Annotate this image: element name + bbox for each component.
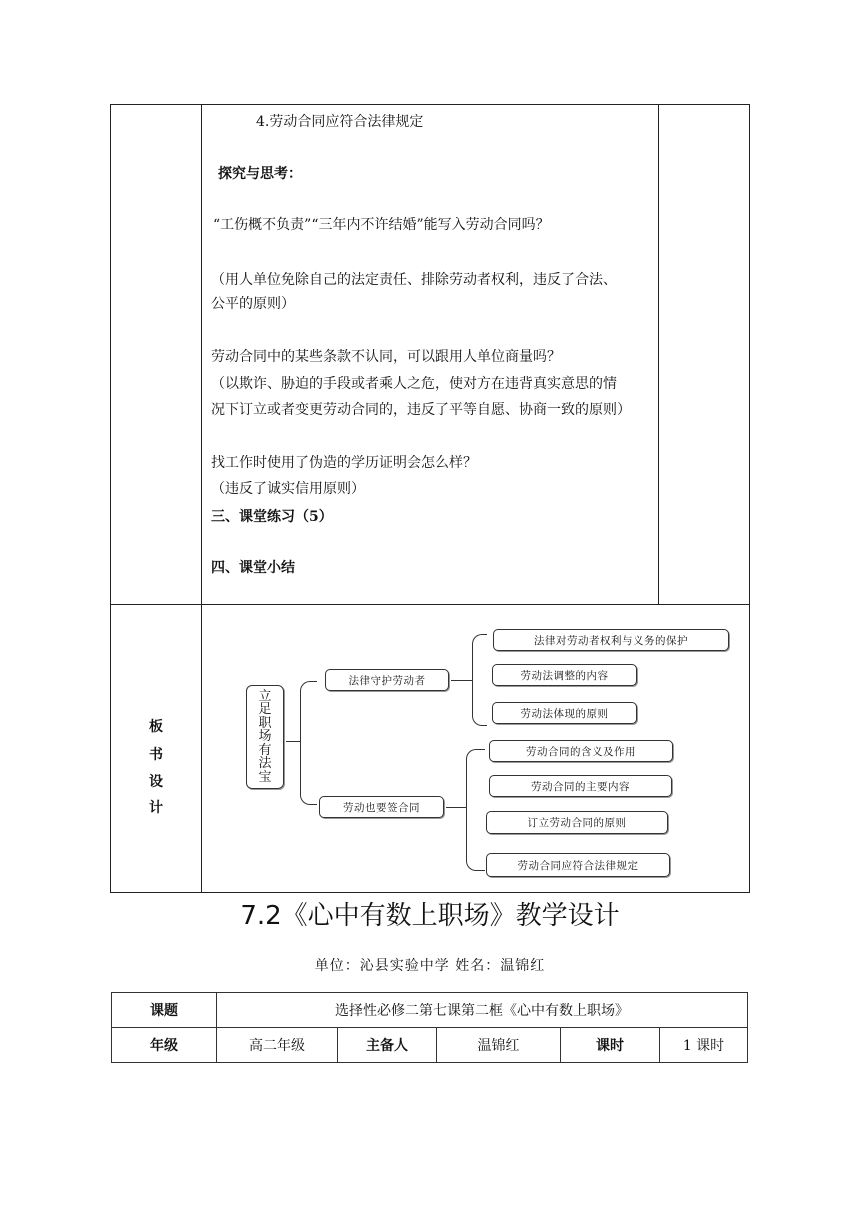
explore-heading: 探究与思考：	[218, 166, 302, 182]
question-3: 找工作时使用了伪造的学历证明会怎么样？	[211, 455, 477, 471]
root-char-5: 有	[258, 742, 272, 758]
branch-1-brace	[472, 634, 487, 726]
topic-value: 选择性必修二第七课第二框《心中有数上职场》	[217, 993, 748, 1028]
question-1: “工伤概不负责”“三年内不许结婚”能写入劳动合同吗？	[213, 217, 550, 233]
root-char-3: 职	[258, 715, 272, 731]
branch-2-child-2: 劳动合同的主要内容	[489, 775, 672, 797]
table-right-border	[749, 104, 750, 893]
table-col1-border	[201, 104, 202, 893]
root-char-7: 宝	[258, 769, 272, 785]
table-top-border	[110, 104, 750, 105]
answer-1-line-2: 公平的原则）	[211, 296, 295, 312]
diagram-root-box	[246, 685, 284, 789]
preparer-label: 主备人	[338, 1028, 437, 1063]
topic-label: 课题	[112, 993, 217, 1028]
root-brace-nub	[286, 741, 300, 742]
branch-1-connector	[451, 680, 472, 681]
branch-2-child-4: 劳动合同应符合法律规定	[486, 853, 670, 877]
hours-value: 1 课时	[660, 1028, 748, 1063]
section-4-heading: 四、课堂小结	[211, 560, 295, 576]
branch-2-brace	[466, 749, 485, 871]
root-char-4: 场	[258, 729, 272, 745]
unit-and-name: 单位：沁县实验中学 姓名：温锦红	[314, 958, 546, 974]
document-title: 7.2《心中有数上职场》教学设计	[240, 901, 620, 931]
preparer-value: 温锦红	[437, 1028, 561, 1063]
question-2: 劳动合同中的某些条款不认同，可以跟用人单位商量吗？	[211, 349, 561, 365]
point-4: 4.劳动合同应符合法律规定	[256, 114, 424, 130]
table-row	[112, 1028, 748, 1063]
grade-value: 高二年级	[217, 1028, 338, 1063]
answer-1-line-1: （用人单位免除自己的法定责任、排除劳动者权利，违反了合法、	[211, 272, 617, 288]
board-label-char-1: 板	[149, 719, 163, 735]
branch-2-child-1: 劳动合同的含义及作用	[489, 740, 673, 762]
branch-1-child-3: 劳动法体现的原则	[492, 702, 637, 724]
root-char-2: 足	[258, 702, 272, 718]
table-row	[112, 993, 748, 1028]
answer-2-line-2: 况下订立或者变更劳动合同的，违反了平等自愿、协商一致的原则）	[211, 402, 631, 418]
board-label-char-2: 书	[149, 747, 163, 763]
table-mid-border	[110, 604, 750, 605]
answer-3: （违反了诚实信用原则）	[211, 481, 365, 497]
root-char-6: 法	[258, 756, 272, 772]
branch-1-child-1: 法律对劳动者权利与义务的保护	[493, 629, 729, 651]
hours-label: 课时	[561, 1028, 660, 1063]
board-label-char-3: 设	[149, 774, 163, 790]
section-3-heading: 三、课堂练习（5）	[211, 509, 333, 525]
branch-1-box: 法律守护劳动者	[325, 669, 449, 691]
board-label-char-4: 计	[149, 800, 163, 816]
table-bottom-border	[110, 892, 750, 893]
table-col2-border	[658, 104, 659, 604]
branch-2-connector	[446, 807, 466, 808]
table-left-border	[110, 104, 111, 893]
branch-2-child-3: 订立劳动合同的原则	[486, 811, 668, 834]
branch-2-box: 劳动也要签合同	[319, 796, 444, 818]
answer-2-line-1: （以欺诈、胁迫的手段或者乘人之危，使对方在违背真实意思的情	[211, 376, 617, 392]
grade-label: 年级	[112, 1028, 217, 1063]
root-brace	[300, 681, 317, 805]
lesson-info-table	[111, 992, 748, 1063]
branch-1-child-2: 劳动法调整的内容	[492, 664, 637, 686]
root-char-1: 立	[258, 688, 272, 704]
